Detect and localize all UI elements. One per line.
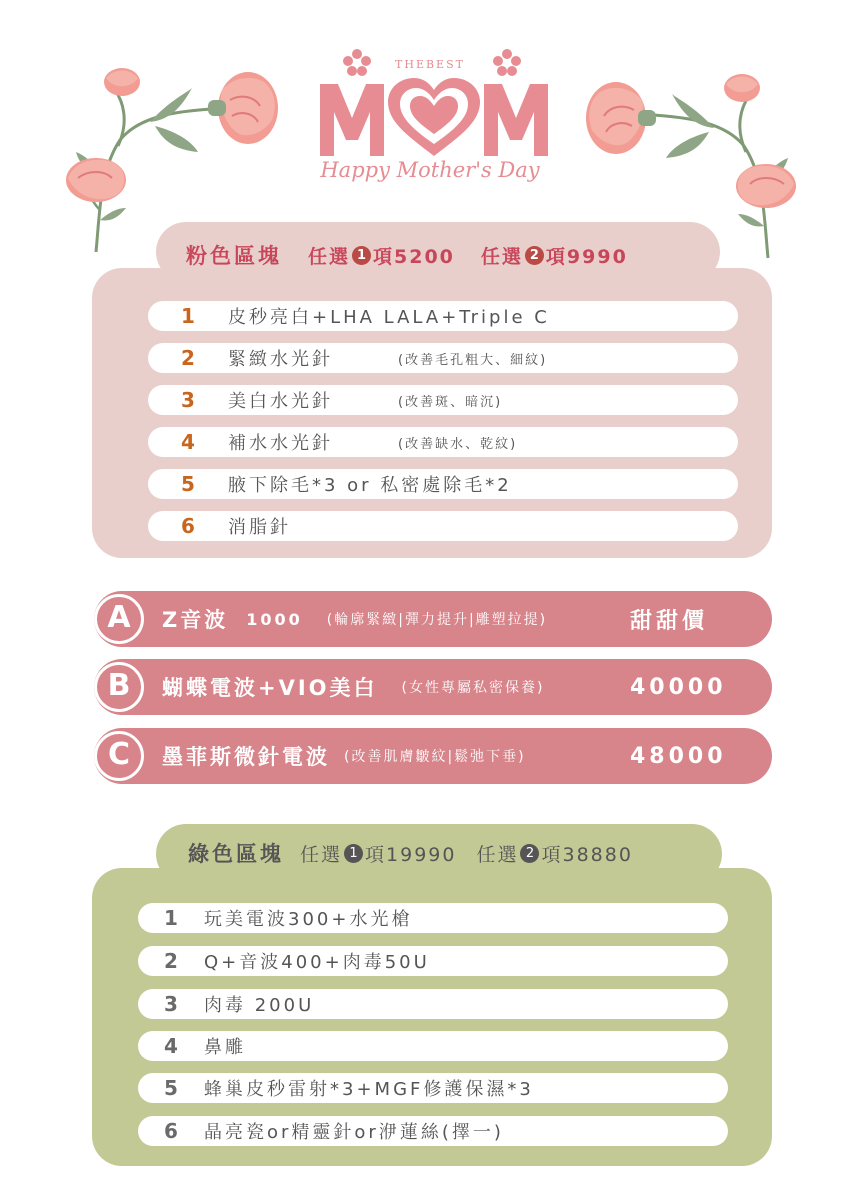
special-item-note: (女性專屬私密保養) — [401, 680, 545, 696]
pink-item-number: 2 — [181, 346, 195, 370]
pink-offer-2 — [481, 242, 628, 269]
pink-item-note: (改善斑、暗沉) — [398, 394, 503, 410]
special-item-c-letter: C — [94, 731, 144, 781]
pink-item-row — [148, 343, 738, 373]
special-item-title: Z音波 — [162, 608, 229, 632]
pink-item-row — [148, 469, 738, 499]
green-item-row — [138, 1116, 728, 1146]
special-item-b-letter: B — [94, 662, 144, 712]
green-offer-2-badge: 2 — [520, 844, 539, 863]
green-item-row — [138, 946, 728, 976]
flower-star-icon — [492, 48, 522, 78]
pink-offer-1-price: 項5200 — [373, 245, 455, 268]
carnation-icon — [104, 68, 140, 96]
pink-offer-2-badge: 2 — [525, 246, 544, 265]
pink-item-number: 6 — [181, 514, 195, 538]
pink-item-text: 消脂針 — [228, 517, 291, 538]
pink-offer-1 — [308, 242, 455, 269]
pink-item-text: 補水水光針 — [228, 433, 333, 454]
pink-item-number: 1 — [181, 304, 195, 328]
heart-icon — [388, 78, 480, 156]
green-item-number: 4 — [164, 1034, 178, 1058]
green-item-text: 玩美電波300+水光槍 — [204, 909, 413, 930]
green-item-text: 肉毒 200U — [204, 995, 315, 1016]
pink-item-text: 美白水光針 — [228, 391, 333, 412]
green-offer-2 — [476, 840, 632, 867]
special-item-title: 墨菲斯微針電波 — [162, 745, 330, 769]
pink-offer-2-price: 項9990 — [545, 245, 628, 268]
pink-item-text: 緊緻水光針 — [228, 349, 333, 370]
green-offer-1-badge: 1 — [344, 844, 363, 863]
green-block-title: 綠色區塊 — [188, 842, 284, 866]
green-offer-1 — [300, 840, 456, 867]
special-item-title: 蝴蝶電波+VIO美白 — [162, 676, 378, 700]
green-item-row — [138, 903, 728, 933]
special-item-price: 48000 — [630, 743, 727, 769]
pink-item-number: 3 — [181, 388, 195, 412]
green-item-row — [138, 1073, 728, 1103]
carnation-icon — [66, 158, 126, 202]
green-item-number: 1 — [164, 906, 178, 930]
pink-item-note: (改善缺水、乾紋) — [398, 436, 518, 452]
special-item-c-text — [162, 728, 526, 784]
carnation-icon — [724, 74, 760, 102]
green-offer-2-prefix: 任選 — [476, 843, 519, 866]
special-item-quantity: 1000 — [246, 609, 303, 629]
green-item-text: 蜂巢皮秒雷射*3+MGF修護保濕*3 — [204, 1079, 534, 1100]
pink-offer-2-prefix: 任選 — [480, 245, 523, 268]
green-item-number: 6 — [164, 1119, 178, 1143]
pink-offer-1-badge: 1 — [352, 246, 371, 265]
thebest-label: THEBEST — [395, 58, 465, 71]
pink-offer-1-prefix: 任選 — [308, 245, 351, 268]
green-item-number: 3 — [164, 992, 178, 1016]
pink-block-title: 粉色區塊 — [186, 244, 282, 268]
special-item-a-text — [162, 591, 547, 647]
pink-block-heading — [186, 238, 628, 272]
pink-item-note: (改善毛孔粗大、細紋) — [398, 352, 548, 368]
special-item-a-letter: A — [94, 594, 144, 644]
green-offer-1-prefix: 任選 — [300, 843, 343, 866]
green-item-number: 2 — [164, 949, 178, 973]
mom-logotype — [316, 78, 552, 158]
pink-item-row — [148, 511, 738, 541]
pink-item-number: 5 — [181, 472, 195, 496]
green-item-text: Q+音波400+肉毒50U — [204, 952, 430, 973]
special-item-price: 甜甜價 — [630, 608, 709, 634]
green-item-text: 鼻雕 — [204, 1037, 246, 1058]
pink-item-row — [148, 385, 738, 415]
pink-item-text: 腋下除毛*3 or 私密處除毛*2 — [228, 475, 512, 496]
special-item-note: (改善肌膚皺紋|鬆弛下垂) — [344, 749, 526, 765]
happy-mothers-day-tagline: Happy Mother's Day — [320, 158, 540, 182]
special-item-note: (輪廓緊緻|彈力提升|雕塑拉提) — [326, 612, 548, 628]
green-item-row — [138, 989, 728, 1019]
carnation-icon — [736, 164, 796, 208]
pink-item-row — [148, 301, 738, 331]
green-item-number: 5 — [164, 1076, 178, 1100]
carnation-icon — [208, 72, 278, 144]
flower-star-icon — [342, 48, 372, 78]
green-offer-2-price: 項38880 — [541, 843, 633, 866]
pink-item-text: 皮秒亮白+LHA LALA+Triple C — [228, 307, 550, 328]
carnation-icon — [586, 82, 656, 154]
pink-item-row — [148, 427, 738, 457]
special-item-b-text — [162, 659, 544, 715]
pink-item-number: 4 — [181, 430, 195, 454]
green-item-row — [138, 1031, 728, 1061]
green-block-heading — [188, 836, 633, 870]
green-item-text: 晶亮瓷or精靈針or洢蓮絲(擇一) — [204, 1122, 504, 1143]
special-item-price: 40000 — [630, 674, 727, 700]
green-offer-1-price: 項19990 — [365, 843, 457, 866]
